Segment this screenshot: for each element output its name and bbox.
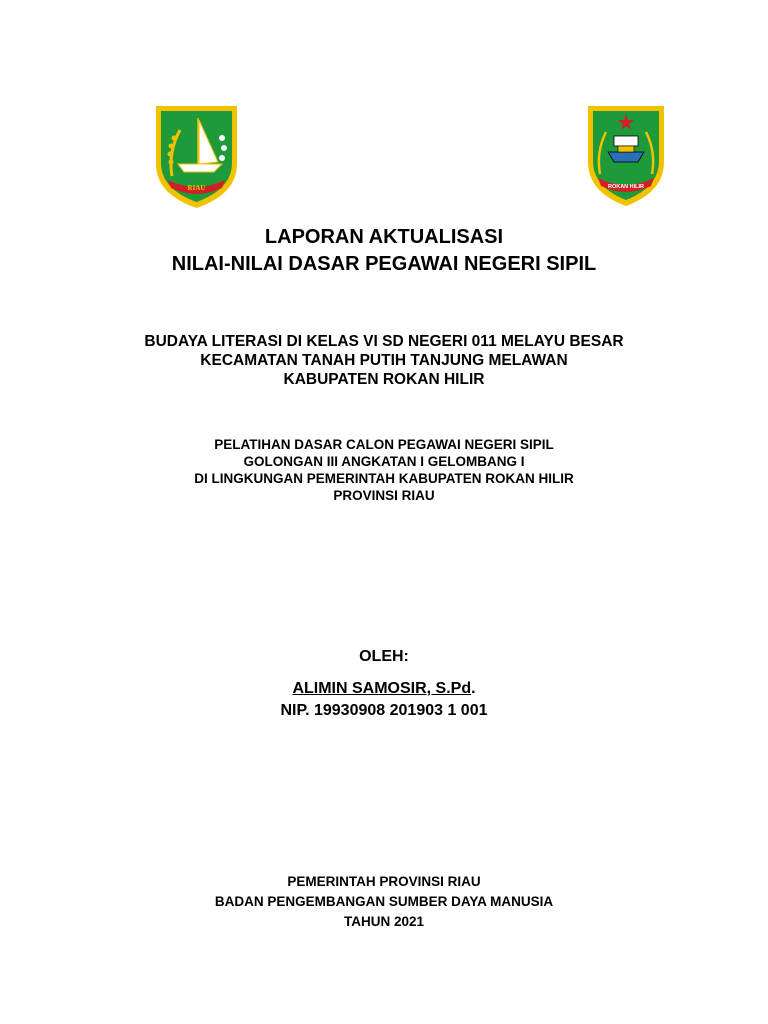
riau-province-emblem-icon <box>152 102 241 210</box>
svg-text:ROKAN HILIR: ROKAN HILIR <box>607 184 645 190</box>
subtitle-line-2: KECAMATAN TANAH PUTIH TANJUNG MELAWAN <box>200 352 568 369</box>
training-line-1: PELATIHAN DASAR CALON PEGAWAI NEGERI SIPIL <box>214 437 554 452</box>
training-info <box>0 436 768 504</box>
author-nip: NIP. 19930908 201903 1 001 <box>280 702 488 719</box>
training-line-4: PROVINSI RIAU <box>333 488 435 503</box>
footer-line-3: TAHUN 2021 <box>343 914 425 929</box>
subtitle-line-3: KABUPATEN ROKAN HILIR <box>283 371 485 388</box>
by-label: OLEH: <box>359 648 409 665</box>
svg-text:RIAU: RIAU <box>187 184 206 192</box>
rokan-hilir-regency-emblem-icon <box>584 102 668 208</box>
subtitle-line-1: BUDAYA LITERASI DI KELAS VI SD NEGERI 011 MELAYU BESAR <box>144 333 624 350</box>
report-subtitle <box>0 332 768 389</box>
author-name-text: ALIMIN SAMOSIR, S.Pd <box>292 680 472 697</box>
training-line-2: GOLONGAN III ANGKATAN I GELOMBANG I <box>243 454 525 469</box>
footer-line-2: BADAN PENGEMBANGAN SUMBER DAYA MANUSIA <box>214 894 554 909</box>
author-section <box>0 646 768 722</box>
footer-line-1: PEMERINTAH PROVINSI RIAU <box>287 874 481 889</box>
author-name <box>0 678 768 700</box>
title-line-2: NILAI-NILAI DASAR PEGAWAI NEGERI SIPIL <box>171 253 597 275</box>
author-name-suffix: . <box>471 680 476 697</box>
title-line-1: LAPORAN AKTUALISASI <box>264 226 504 248</box>
report-title <box>0 224 768 278</box>
institution-footer <box>0 872 768 932</box>
training-line-3: DI LINGKUNGAN PEMERINTAH KABUPATEN ROKAN HILIR <box>194 471 574 486</box>
